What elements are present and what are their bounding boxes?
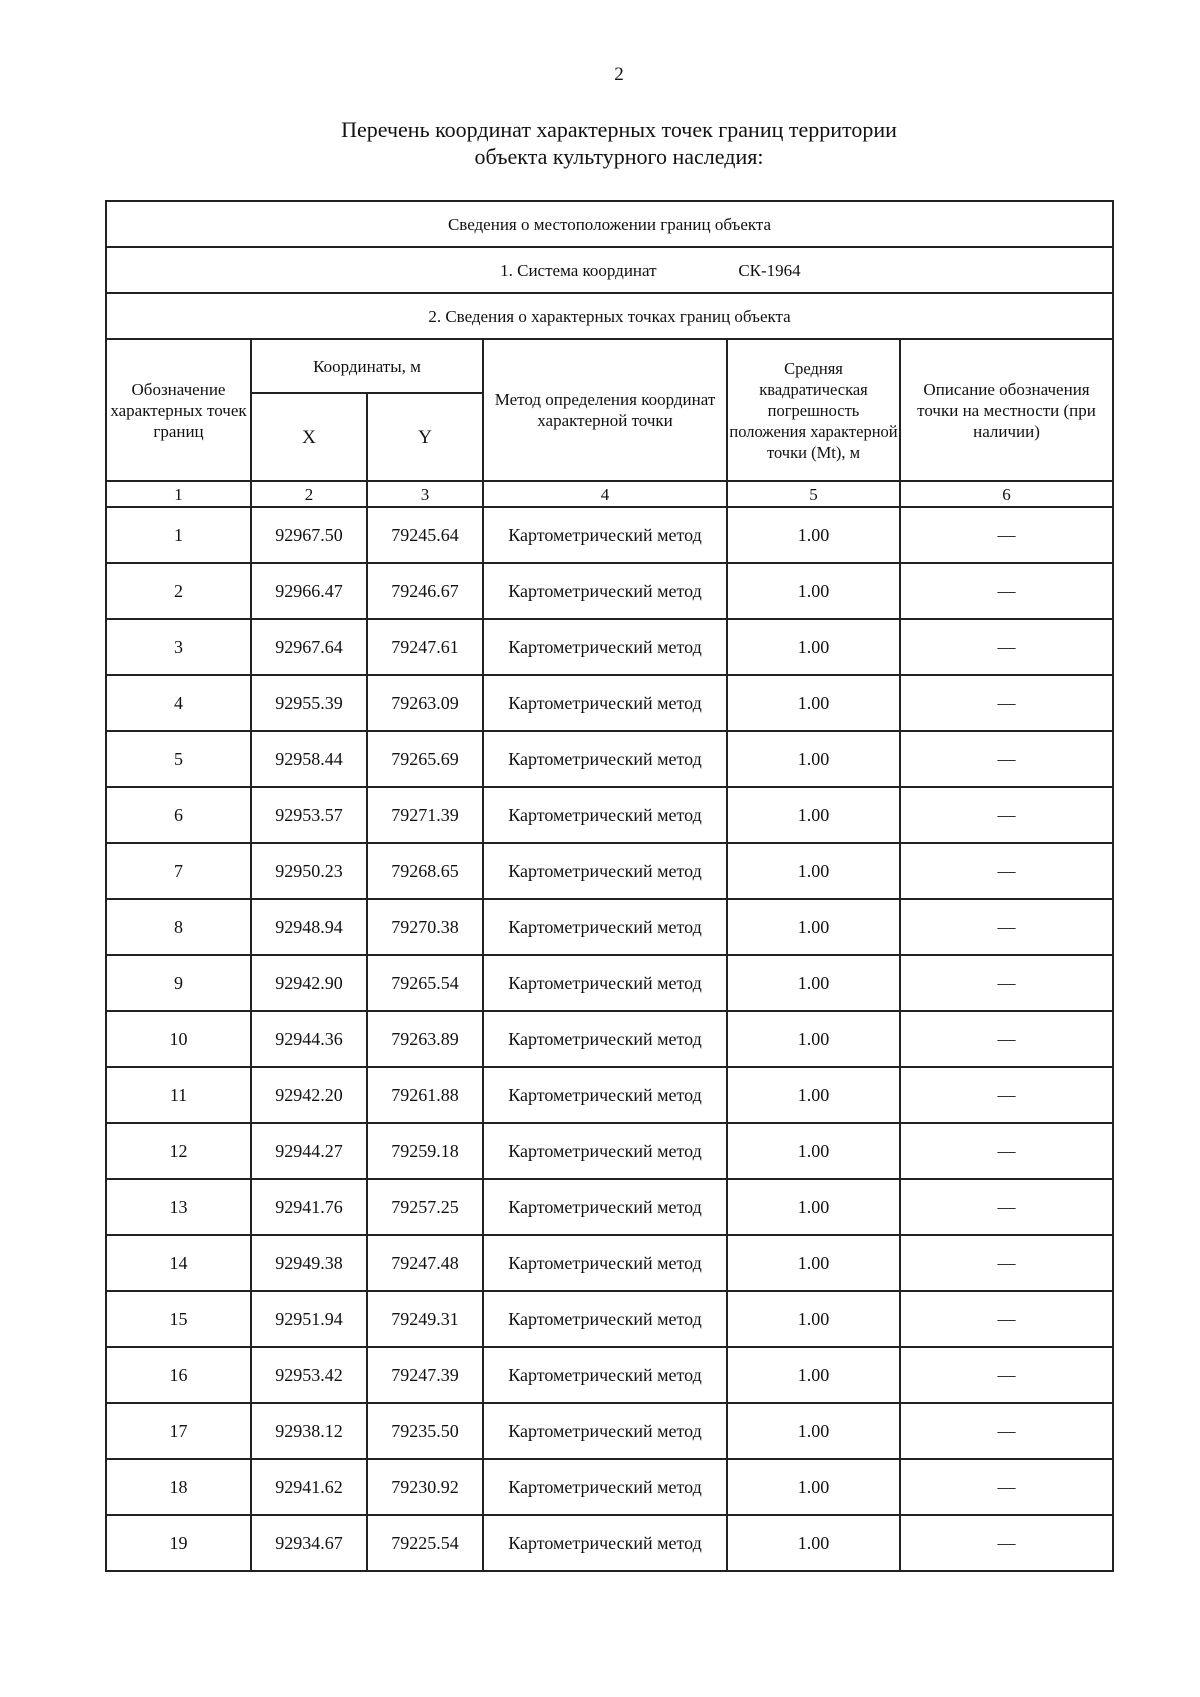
point-number-cell: 7 <box>106 843 251 899</box>
point-number-cell: 15 <box>106 1291 251 1347</box>
table-body <box>106 507 1113 1571</box>
y-coordinate-cell: 79265.69 <box>367 731 483 787</box>
page-title-line-1: Перечень координат характерных точек границ территории <box>341 117 897 142</box>
method-cell: Картометрический метод <box>483 1347 727 1403</box>
header-y: Y <box>367 393 483 481</box>
x-coordinate-cell: 92966.47 <box>251 563 367 619</box>
method-cell: Картометрический метод <box>483 787 727 843</box>
table-row <box>106 1179 1113 1235</box>
description-cell: — <box>900 1459 1113 1515</box>
y-coordinate-cell: 79247.39 <box>367 1347 483 1403</box>
point-number-cell: 10 <box>106 1011 251 1067</box>
coord-system-row <box>106 247 1113 293</box>
error-cell: 1.00 <box>727 1011 900 1067</box>
table-row <box>106 1123 1113 1179</box>
method-cell: Картометрический метод <box>483 1291 727 1347</box>
x-coordinate-cell: 92955.39 <box>251 675 367 731</box>
y-coordinate-cell: 79268.65 <box>367 843 483 899</box>
point-number-cell: 18 <box>106 1459 251 1515</box>
header-point-designation: Обозначение характерных точек границ <box>106 339 251 481</box>
points-section-label: 2. Сведения о характерных точках границ объекта <box>106 293 1113 339</box>
description-cell: — <box>900 1515 1113 1571</box>
error-cell: 1.00 <box>727 563 900 619</box>
point-number-cell: 9 <box>106 955 251 1011</box>
y-coordinate-cell: 79246.67 <box>367 563 483 619</box>
method-cell: Картометрический метод <box>483 507 727 563</box>
table-row <box>106 731 1113 787</box>
y-coordinate-cell: 79245.64 <box>367 507 483 563</box>
description-cell: — <box>900 955 1113 1011</box>
point-number-cell: 2 <box>106 563 251 619</box>
method-cell: Картометрический метод <box>483 899 727 955</box>
header-row-1 <box>106 339 1113 393</box>
table-row <box>106 1347 1113 1403</box>
error-cell: 1.00 <box>727 1235 900 1291</box>
method-cell: Картометрический метод <box>483 563 727 619</box>
y-coordinate-cell: 79271.39 <box>367 787 483 843</box>
method-cell: Картометрический метод <box>483 731 727 787</box>
table-row <box>106 507 1113 563</box>
column-number: 5 <box>727 481 900 507</box>
description-cell: — <box>900 1123 1113 1179</box>
description-cell: — <box>900 563 1113 619</box>
y-coordinate-cell: 79247.48 <box>367 1235 483 1291</box>
header-x: X <box>251 393 367 481</box>
y-coordinate-cell: 79263.09 <box>367 675 483 731</box>
x-coordinate-cell: 92950.23 <box>251 843 367 899</box>
table-row <box>106 619 1113 675</box>
method-cell: Картометрический метод <box>483 955 727 1011</box>
y-coordinate-cell: 79230.92 <box>367 1459 483 1515</box>
method-cell: Картометрический метод <box>483 675 727 731</box>
error-cell: 1.00 <box>727 1291 900 1347</box>
description-cell: — <box>900 675 1113 731</box>
x-coordinate-cell: 92941.62 <box>251 1459 367 1515</box>
coord-system-cell <box>106 247 1113 293</box>
error-cell: 1.00 <box>727 843 900 899</box>
table-row <box>106 1011 1113 1067</box>
error-cell: 1.00 <box>727 507 900 563</box>
point-number-cell: 16 <box>106 1347 251 1403</box>
error-cell: 1.00 <box>727 955 900 1011</box>
point-number-cell: 19 <box>106 1515 251 1571</box>
description-cell: — <box>900 1067 1113 1123</box>
x-coordinate-cell: 92967.50 <box>251 507 367 563</box>
description-cell: — <box>900 731 1113 787</box>
description-cell: — <box>900 1011 1113 1067</box>
error-cell: 1.00 <box>727 1403 900 1459</box>
point-number-cell: 14 <box>106 1235 251 1291</box>
method-cell: Картометрический метод <box>483 843 727 899</box>
table-row <box>106 787 1113 843</box>
y-coordinate-cell: 79263.89 <box>367 1011 483 1067</box>
y-coordinate-cell: 79249.31 <box>367 1291 483 1347</box>
y-coordinate-cell: 79270.38 <box>367 899 483 955</box>
y-coordinate-cell: 79261.88 <box>367 1067 483 1123</box>
coord-system-label: 1. Система координат <box>500 260 657 280</box>
section-title-row <box>106 201 1113 247</box>
column-number: 4 <box>483 481 727 507</box>
coordinates-table <box>105 200 1114 1572</box>
coord-system-value: СК-1964 <box>738 260 801 280</box>
error-cell: 1.00 <box>727 787 900 843</box>
x-coordinate-cell: 92942.20 <box>251 1067 367 1123</box>
method-cell: Картометрический метод <box>483 1235 727 1291</box>
error-cell: 1.00 <box>727 619 900 675</box>
description-cell: — <box>900 899 1113 955</box>
point-number-cell: 13 <box>106 1179 251 1235</box>
method-cell: Картометрический метод <box>483 1011 727 1067</box>
point-number-cell: 5 <box>106 731 251 787</box>
method-cell: Картометрический метод <box>483 1403 727 1459</box>
point-number-cell: 6 <box>106 787 251 843</box>
table-row <box>106 1291 1113 1347</box>
y-coordinate-cell: 79259.18 <box>367 1123 483 1179</box>
description-cell: — <box>900 1291 1113 1347</box>
method-cell: Картометрический метод <box>483 1459 727 1515</box>
method-cell: Картометрический метод <box>483 619 727 675</box>
error-cell: 1.00 <box>727 1123 900 1179</box>
description-cell: — <box>900 1235 1113 1291</box>
x-coordinate-cell: 92944.36 <box>251 1011 367 1067</box>
table-row <box>106 563 1113 619</box>
description-cell: — <box>900 843 1113 899</box>
x-coordinate-cell: 92958.44 <box>251 731 367 787</box>
error-cell: 1.00 <box>727 675 900 731</box>
x-coordinate-cell: 92941.76 <box>251 1179 367 1235</box>
table-row <box>106 1403 1113 1459</box>
header-coordinates: Координаты, м <box>251 339 483 393</box>
table-row <box>106 1235 1113 1291</box>
column-number-row <box>106 481 1113 507</box>
y-coordinate-cell: 79235.50 <box>367 1403 483 1459</box>
y-coordinate-cell: 79257.25 <box>367 1179 483 1235</box>
error-cell: 1.00 <box>727 1459 900 1515</box>
x-coordinate-cell: 92949.38 <box>251 1235 367 1291</box>
x-coordinate-cell: 92953.42 <box>251 1347 367 1403</box>
method-cell: Картометрический метод <box>483 1123 727 1179</box>
method-cell: Картометрический метод <box>483 1515 727 1571</box>
column-number: 3 <box>367 481 483 507</box>
error-cell: 1.00 <box>727 899 900 955</box>
y-coordinate-cell: 79265.54 <box>367 955 483 1011</box>
point-number-cell: 1 <box>106 507 251 563</box>
x-coordinate-cell: 92944.27 <box>251 1123 367 1179</box>
method-cell: Картометрический метод <box>483 1179 727 1235</box>
point-number-cell: 11 <box>106 1067 251 1123</box>
description-cell: — <box>900 619 1113 675</box>
y-coordinate-cell: 79247.61 <box>367 619 483 675</box>
description-cell: — <box>900 1403 1113 1459</box>
table-row <box>106 1067 1113 1123</box>
x-coordinate-cell: 92953.57 <box>251 787 367 843</box>
header-error: Средняя квадратическая погрешность положения характерной точки (Mt), м <box>727 339 900 481</box>
x-coordinate-cell: 92942.90 <box>251 955 367 1011</box>
error-cell: 1.00 <box>727 1179 900 1235</box>
section-title: Сведения о местоположении границ объекта <box>106 201 1113 247</box>
table-row <box>106 675 1113 731</box>
error-cell: 1.00 <box>727 1067 900 1123</box>
description-cell: — <box>900 787 1113 843</box>
x-coordinate-cell: 92938.12 <box>251 1403 367 1459</box>
method-cell: Картометрический метод <box>483 1067 727 1123</box>
table-row <box>106 955 1113 1011</box>
description-cell: — <box>900 1347 1113 1403</box>
error-cell: 1.00 <box>727 1347 900 1403</box>
header-method: Метод определения координат характерной точки <box>483 339 727 481</box>
x-coordinate-cell: 92967.64 <box>251 619 367 675</box>
table-row <box>106 1515 1113 1571</box>
y-coordinate-cell: 79225.54 <box>367 1515 483 1571</box>
points-section-row <box>106 293 1113 339</box>
table-row <box>106 899 1113 955</box>
point-number-cell: 12 <box>106 1123 251 1179</box>
description-cell: — <box>900 1179 1113 1235</box>
table-row <box>106 843 1113 899</box>
page-number: 2 <box>614 64 624 85</box>
x-coordinate-cell: 92951.94 <box>251 1291 367 1347</box>
x-coordinate-cell: 92934.67 <box>251 1515 367 1571</box>
point-number-cell: 17 <box>106 1403 251 1459</box>
header-description: Описание обозначения точки на местности (при наличии) <box>900 339 1113 481</box>
table-row <box>106 1459 1113 1515</box>
error-cell: 1.00 <box>727 731 900 787</box>
page-title <box>0 116 1200 170</box>
point-number-cell: 4 <box>106 675 251 731</box>
error-cell: 1.00 <box>727 1515 900 1571</box>
x-coordinate-cell: 92948.94 <box>251 899 367 955</box>
column-number: 6 <box>900 481 1113 507</box>
column-number: 2 <box>251 481 367 507</box>
page-title-line-2: объекта культурного наследия: <box>474 144 764 169</box>
column-number: 1 <box>106 481 251 507</box>
point-number-cell: 8 <box>106 899 251 955</box>
point-number-cell: 3 <box>106 619 251 675</box>
description-cell: — <box>900 507 1113 563</box>
